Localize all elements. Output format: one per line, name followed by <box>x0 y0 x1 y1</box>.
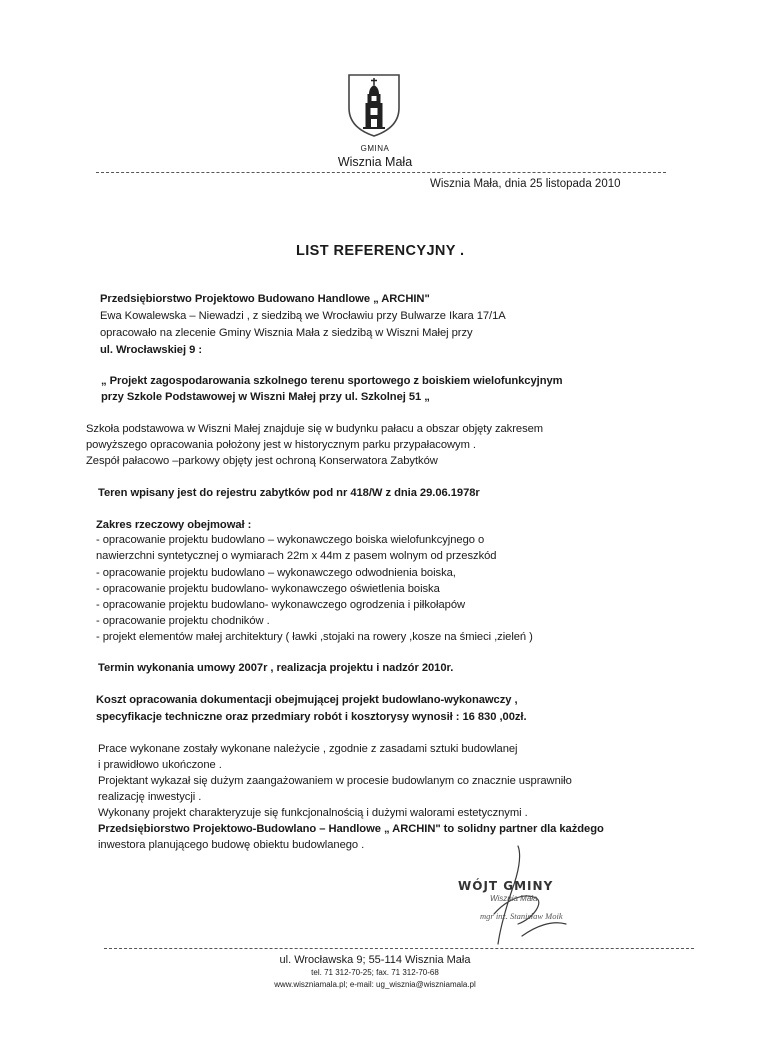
footer-rule <box>104 948 694 949</box>
context-line: powyższego opracowania położony jest w historycznym parku przypałacowym . <box>86 439 476 451</box>
intro-line: Przedsiębiorstwo Projektowo Budowano Handlowe „ ARCHIN" <box>100 293 430 305</box>
scope-item: - opracowanie projektu budowlano – wykonawczego boiska wielofunkcyjnego o <box>96 534 485 546</box>
header-rule <box>96 172 666 173</box>
closing-line: realizację inwestycji . <box>98 791 202 803</box>
closing-line: Projektant wykazał się dużym zaangażowaniem w procesie budowlanym co znacznie usprawniło <box>98 775 572 787</box>
closing-line: i prawidłowo ukończone . <box>98 759 222 771</box>
intro-line: Ewa Kowalewska – Niewadzi , z siedzibą we Wrocławiu przy Bulwarze Ikara 17/1A <box>100 310 506 322</box>
closing-line: inwestora planującego budowę obiektu budowlanego . <box>98 839 365 851</box>
scope-item: - projekt elementów małej architektury ( ławki ,stojaki na rowery ,kosze na śmieci ,zieleń ) <box>96 631 533 643</box>
project-name-line: przy Szkole Podstawowej w Wiszni Małej przy ul. Szkolnej 51 „ <box>101 391 430 403</box>
signature-name: mgr inż. Stanisław Moik <box>480 911 563 921</box>
scope-item: nawierzchni syntetycznej o wymiarach 22m x 44m z pasem wolnym od przeszkód <box>96 550 497 562</box>
cost-line: specyfikacje techniczne oraz przedmiary robót i kosztorysy wynosił : 16 830 ,00zł. <box>96 711 527 723</box>
term-line: Termin wykonania umowy 2007r , realizacja projektu i nadzór 2010r. <box>98 662 454 674</box>
register-note: Teren wpisany jest do rejestru zabytków pod nr 418/W z dnia 29.06.1978r <box>98 487 480 499</box>
closing-line: Wykonany projekt charakteryzuje się funkcjonalnością i dużymi walorami estetycznymi . <box>98 807 528 819</box>
scope-item: - opracowanie projektu budowlano- wykonawczego oświetlenia boiska <box>96 583 440 595</box>
intro-line: opracowało na zlecenie Gminy Wisznia Mała z siedzibą w Wiszni Małej przy <box>100 327 473 339</box>
place-name: Wisznia Mała <box>337 155 413 169</box>
closing-line: Prace wykonane zostały wykonane należycie , zgodnie z zasadami sztuki budowlanej <box>98 743 518 755</box>
scope-item: - opracowanie projektu chodników . <box>96 615 270 627</box>
date-line: Wisznia Mała, dnia 25 listopada 2010 <box>430 178 621 190</box>
scope-item: - opracowanie projektu budowlano – wykonawczego odwodnienia boiska, <box>96 567 456 579</box>
closing-line: Przedsiębiorstwo Projektowo-Budowlano – Handlowe „ ARCHIN" to solidny partner dla każdego <box>98 823 604 835</box>
footer-address: ul. Wrocławska 9; 55-114 Wisznia Mała <box>279 954 471 966</box>
gmina-label: GMINA <box>360 144 390 153</box>
context-line: Szkoła podstawowa w Wiszni Małej znajduje się w budynku pałacu a obszar objęty zakresem <box>86 423 544 435</box>
scope-heading: Zakres rzeczowy obejmował : <box>96 519 252 531</box>
crest-icon <box>346 72 402 138</box>
footer-phones: tel. 71 312-70-25; fax. 71 312-70-68 <box>311 968 439 977</box>
signature-title: WÓJT GMINY <box>458 879 554 893</box>
project-name-line: „ Projekt zagospodarowania szkolnego terenu sportowego z boiskiem wielofunkcyjnym <box>101 375 563 387</box>
scope-item: - opracowanie projektu budowlano- wykonawczego ogrodzenia i piłkołapów <box>96 599 466 611</box>
signature-subtitle: Wisznia Mała <box>490 894 538 903</box>
context-line: Zespół pałacowo –parkowy objęty jest ochroną Konserwatora Zabytków <box>86 455 438 467</box>
cost-line: Koszt opracowania dokumentacji obejmującej projekt budowlano-wykonawczy , <box>96 694 518 706</box>
intro-line: ul. Wrocławskiej 9 : <box>100 344 203 356</box>
document-title: LIST REFERENCYJNY . <box>296 243 465 259</box>
footer-web: www.wiszniamala.pl; e-mail: ug_wisznia@wiszniamala.pl <box>274 980 476 989</box>
